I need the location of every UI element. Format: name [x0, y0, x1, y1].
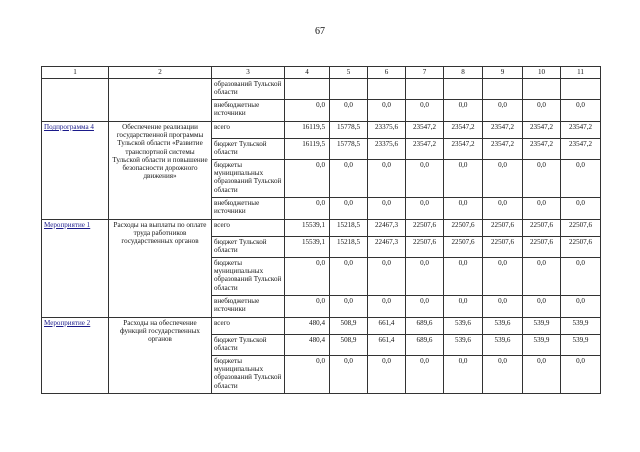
value-cell: 480,4 [285, 335, 330, 356]
value-cell [406, 79, 444, 100]
column-header-2: 2 [109, 67, 212, 79]
column-header-3: 3 [212, 67, 285, 79]
value-cell [561, 79, 601, 100]
value-cell: 539,6 [483, 318, 523, 335]
funding-source-cell: бюджеты муниципальных образований Тульской области [212, 258, 285, 296]
column-header-1: 1 [42, 67, 109, 79]
value-cell: 23547,2 [406, 122, 444, 139]
value-cell: 23547,2 [444, 122, 483, 139]
funding-source-cell: внебюджетные источники [212, 296, 285, 318]
table-row [42, 79, 601, 100]
item-code-cell [42, 318, 109, 394]
value-cell: 0,0 [444, 198, 483, 220]
value-cell: 0,0 [523, 100, 561, 122]
value-cell: 22507,6 [483, 220, 523, 237]
column-header-9: 9 [483, 67, 523, 79]
value-cell [523, 79, 561, 100]
value-cell: 0,0 [330, 356, 368, 394]
value-cell: 0,0 [444, 296, 483, 318]
column-header-4: 4 [285, 67, 330, 79]
funding-source-cell: бюджеты муниципальных образований Тульской области [212, 160, 285, 198]
value-cell: 22507,6 [483, 237, 523, 258]
value-cell: 0,0 [368, 356, 406, 394]
value-cell: 22507,6 [561, 220, 601, 237]
value-cell: 0,0 [330, 296, 368, 318]
value-cell: 23547,2 [483, 122, 523, 139]
value-cell: 0,0 [406, 356, 444, 394]
table-body [42, 67, 601, 394]
value-cell: 0,0 [368, 100, 406, 122]
value-cell: 0,0 [368, 258, 406, 296]
value-cell: 0,0 [406, 160, 444, 198]
value-cell: 0,0 [368, 160, 406, 198]
value-cell: 539,6 [444, 335, 483, 356]
funding-source-cell: бюджеты муниципальных образований Тульской области [212, 356, 285, 394]
value-cell: 0,0 [523, 160, 561, 198]
column-header-8: 8 [444, 67, 483, 79]
value-cell: 539,9 [523, 318, 561, 335]
table-row [42, 220, 601, 237]
value-cell: 0,0 [523, 258, 561, 296]
value-cell: 0,0 [406, 198, 444, 220]
value-cell: 23547,2 [444, 139, 483, 160]
value-cell: 0,0 [561, 100, 601, 122]
value-cell: 0,0 [523, 356, 561, 394]
column-header-7: 7 [406, 67, 444, 79]
value-cell: 480,4 [285, 318, 330, 335]
value-cell: 0,0 [483, 100, 523, 122]
value-cell: 0,0 [444, 100, 483, 122]
value-cell: 0,0 [561, 160, 601, 198]
value-cell: 0,0 [330, 258, 368, 296]
funding-source-cell: всего [212, 318, 285, 335]
value-cell: 16119,5 [285, 122, 330, 139]
value-cell: 0,0 [406, 100, 444, 122]
value-cell: 15539,1 [285, 220, 330, 237]
funding-source-cell: бюджет Тульской области [212, 335, 285, 356]
value-cell: 15218,5 [330, 220, 368, 237]
value-cell: 23375,6 [368, 122, 406, 139]
budget-table [41, 66, 601, 394]
value-cell: 539,9 [561, 335, 601, 356]
column-header-11: 11 [561, 67, 601, 79]
value-cell: 23547,2 [561, 122, 601, 139]
value-cell: 22507,6 [406, 220, 444, 237]
funding-source-cell: образований Тульской области [212, 79, 285, 100]
value-cell: 661,4 [368, 335, 406, 356]
item-name-cell: Расходы на обеспечение функций государственных органов [109, 318, 212, 394]
funding-source-cell: всего [212, 122, 285, 139]
item-code-link[interactable]: Мероприятие 2 [44, 319, 91, 327]
value-cell: 0,0 [285, 258, 330, 296]
value-cell: 22467,3 [368, 237, 406, 258]
item-name-cell: Обеспечение реализации государственной программы Тульской области «Развитие транспортной системы Тульской области и повышение безопасности дорожного движения» [109, 122, 212, 220]
value-cell: 689,6 [406, 318, 444, 335]
value-cell: 0,0 [406, 296, 444, 318]
value-cell: 23375,6 [368, 139, 406, 160]
value-cell: 0,0 [561, 296, 601, 318]
item-code-cell [42, 220, 109, 318]
value-cell: 0,0 [483, 258, 523, 296]
value-cell: 508,9 [330, 318, 368, 335]
value-cell [444, 79, 483, 100]
table-row [42, 122, 601, 139]
value-cell: 0,0 [561, 258, 601, 296]
value-cell: 22507,6 [523, 220, 561, 237]
column-header-5: 5 [330, 67, 368, 79]
value-cell: 661,4 [368, 318, 406, 335]
value-cell: 16119,5 [285, 139, 330, 160]
value-cell: 0,0 [523, 296, 561, 318]
value-cell: 539,6 [483, 335, 523, 356]
item-code-link[interactable]: Подпрограмма 4 [44, 123, 94, 131]
value-cell: 508,9 [330, 335, 368, 356]
value-cell [483, 79, 523, 100]
value-cell: 0,0 [561, 356, 601, 394]
item-code-cell [42, 122, 109, 220]
header-row [42, 67, 601, 79]
value-cell [285, 79, 330, 100]
column-header-6: 6 [368, 67, 406, 79]
value-cell: 22507,6 [444, 220, 483, 237]
value-cell: 23547,2 [561, 139, 601, 160]
funding-source-cell: внебюджетные источники [212, 198, 285, 220]
value-cell: 0,0 [483, 198, 523, 220]
value-cell: 0,0 [330, 198, 368, 220]
value-cell: 0,0 [483, 160, 523, 198]
item-code-cell [42, 79, 109, 122]
value-cell: 0,0 [406, 258, 444, 296]
value-cell: 23547,2 [523, 122, 561, 139]
value-cell: 23547,2 [523, 139, 561, 160]
column-header-10: 10 [523, 67, 561, 79]
value-cell: 0,0 [368, 198, 406, 220]
value-cell: 0,0 [523, 198, 561, 220]
value-cell [330, 79, 368, 100]
value-cell: 0,0 [285, 198, 330, 220]
value-cell: 22507,6 [561, 237, 601, 258]
value-cell: 0,0 [285, 296, 330, 318]
value-cell: 539,9 [561, 318, 601, 335]
value-cell: 0,0 [368, 296, 406, 318]
value-cell: 689,6 [406, 335, 444, 356]
funding-source-cell: бюджет Тульской области [212, 139, 285, 160]
funding-source-cell: всего [212, 220, 285, 237]
value-cell: 22467,3 [368, 220, 406, 237]
value-cell: 0,0 [330, 100, 368, 122]
table-row [42, 318, 601, 335]
value-cell: 22507,6 [406, 237, 444, 258]
value-cell: 0,0 [483, 296, 523, 318]
value-cell: 0,0 [483, 356, 523, 394]
value-cell: 0,0 [444, 160, 483, 198]
item-name-cell: Расходы на выплаты по оплате труда работников государственных органов [109, 220, 212, 318]
value-cell: 0,0 [444, 258, 483, 296]
value-cell: 0,0 [285, 160, 330, 198]
value-cell: 539,6 [444, 318, 483, 335]
value-cell: 15778,5 [330, 122, 368, 139]
value-cell: 539,9 [523, 335, 561, 356]
value-cell: 15539,1 [285, 237, 330, 258]
value-cell: 0,0 [285, 356, 330, 394]
item-name-cell [109, 79, 212, 122]
value-cell: 23547,2 [483, 139, 523, 160]
value-cell: 0,0 [444, 356, 483, 394]
page-number: 67 [315, 26, 325, 37]
value-cell: 22507,6 [444, 237, 483, 258]
value-cell: 0,0 [561, 198, 601, 220]
funding-source-cell: бюджет Тульской области [212, 237, 285, 258]
value-cell: 15778,5 [330, 139, 368, 160]
value-cell: 0,0 [285, 100, 330, 122]
item-code-link[interactable]: Мероприятие 1 [44, 221, 91, 229]
value-cell: 15218,5 [330, 237, 368, 258]
value-cell: 23547,2 [406, 139, 444, 160]
funding-source-cell: внебюджетные источники [212, 100, 285, 122]
value-cell [368, 79, 406, 100]
value-cell: 22507,6 [523, 237, 561, 258]
value-cell: 0,0 [330, 160, 368, 198]
